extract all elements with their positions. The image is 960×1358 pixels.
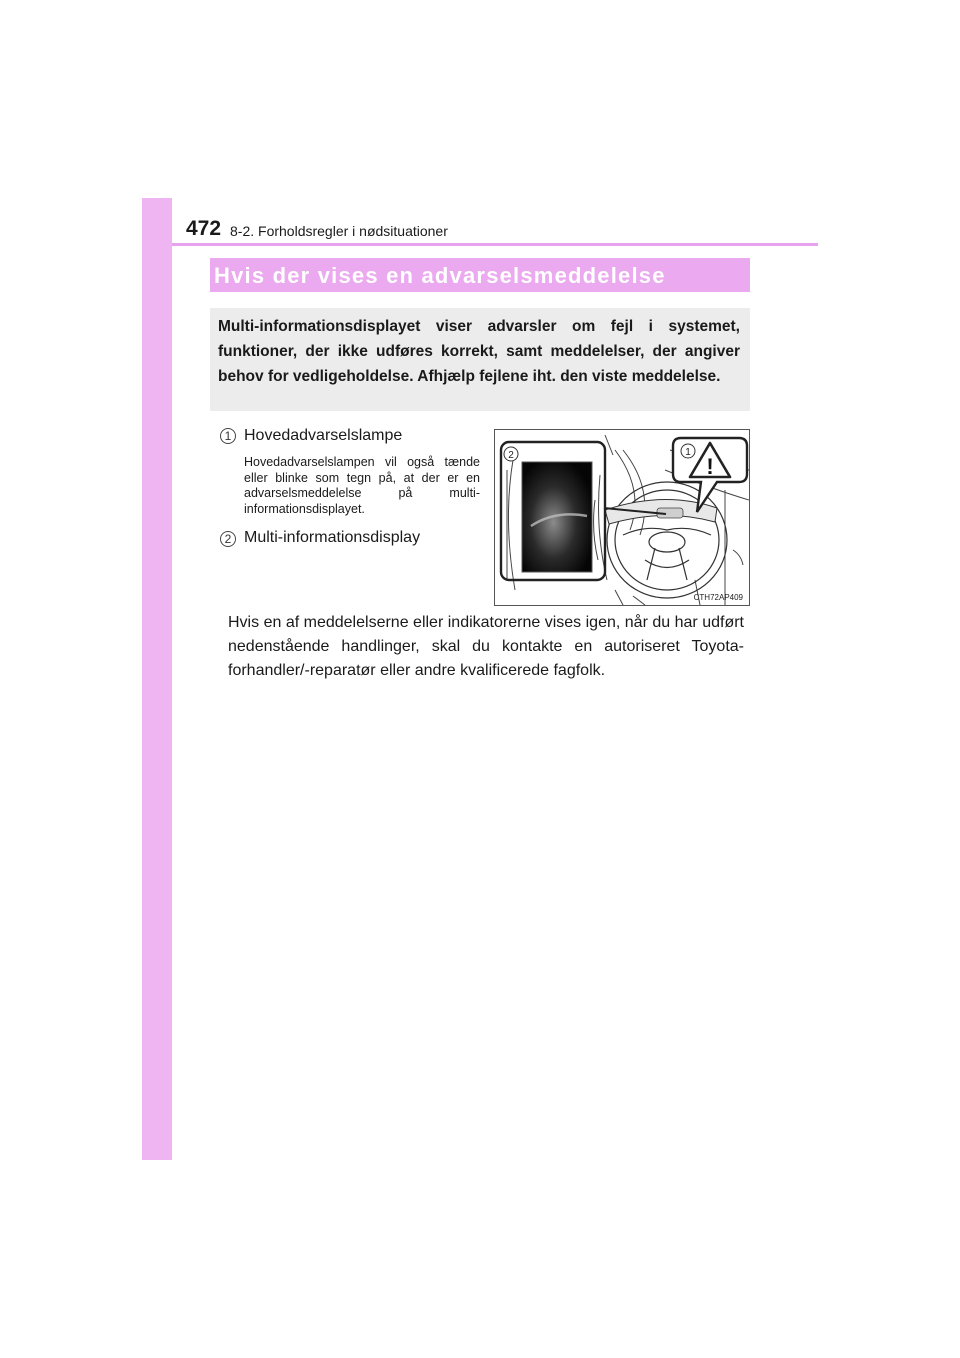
item-number-1: 1 — [220, 428, 236, 444]
illustration-code: CTH72AP409 — [693, 593, 743, 602]
warning-symbol: ! — [706, 454, 714, 479]
side-tab — [142, 198, 172, 1160]
intro-box — [210, 308, 750, 411]
callout-2-label: 2 — [508, 450, 514, 461]
section-header: 8-2. Forholdsregler i nødsituationer — [230, 223, 448, 239]
page-title: Hvis der vises en advarselsmeddelelse — [214, 263, 666, 288]
header-rule — [172, 243, 818, 246]
item-label-2: Multi-informationsdisplay — [244, 529, 421, 546]
callout-1-label: 1 — [685, 447, 691, 458]
page-number: 472 — [186, 217, 222, 240]
item-number-2: 2 — [220, 531, 236, 547]
item-description-1: Hovedadvarselslampen vil også tænde eller blinke som tegn på, at der er en advarselsmeddelelse på multi-informationsdisplayet. — [244, 455, 480, 516]
intro-text: Multi-informationsdisplayet viser advarsler om fejl i systemet, funktioner, der ikke udføres korrekt, samt meddelelser, der angiver behov for vedligeholdelse. Afhjælp fejlene iht. den viste meddelelse. — [218, 318, 740, 385]
dashboard-illustration — [494, 429, 750, 606]
body-paragraph: Hvis en af meddelelserne eller indikatorerne vises igen, når du har udført nedenstående handlinger, skal du kontakte en autoriseret Toyota-forhandler/-reparatør eller andre kvalificerede fagfolk. — [228, 614, 744, 679]
item-label-1: Hovedadvarselslampe — [244, 427, 403, 444]
title-bar — [210, 258, 750, 292]
dashboard-drawing — [495, 430, 749, 605]
